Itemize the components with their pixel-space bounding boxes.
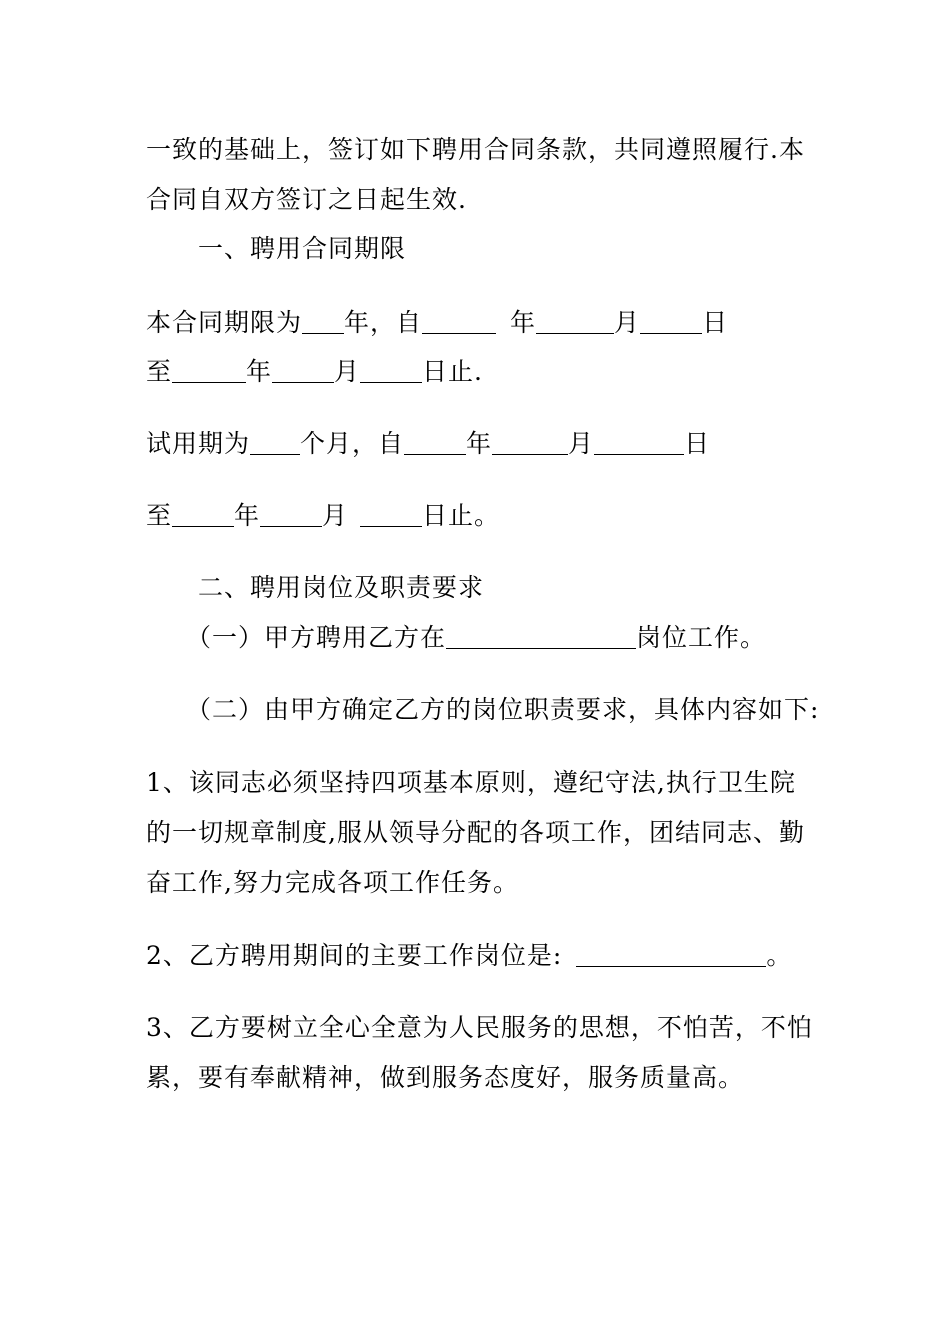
text-fragment: 本合同期限为 — [146, 308, 303, 337]
text-fragment: 日 — [684, 429, 711, 458]
text-fragment: 岗位工作。 — [636, 623, 767, 652]
probation-line — [146, 500, 500, 532]
item-line — [146, 940, 792, 972]
paragraph-line: 合同自双方签订之日起生效. — [146, 185, 467, 214]
text-fragment: 月 — [334, 357, 361, 386]
text-fragment: 至 — [146, 357, 173, 386]
text-fragment: 年，自 — [344, 308, 423, 337]
section-heading: 一、聘用合同期限 — [198, 234, 407, 263]
probation-line — [146, 428, 710, 460]
text-fragment: （一）甲方聘用乙方在 — [186, 623, 447, 652]
text-fragment: 月 — [322, 501, 349, 530]
text-fragment: 月 — [614, 308, 641, 337]
text-fragment: 至 — [146, 501, 173, 530]
text-fragment: 月 — [568, 429, 595, 458]
text-fragment: 。 — [766, 941, 793, 970]
fill-in-blank[interactable] — [260, 504, 322, 527]
section-heading: 二、聘用岗位及职责要求 — [198, 573, 485, 602]
text-fragment: 2、乙方聘用期间的主要工作岗位是: — [146, 941, 563, 970]
fill-in-blank[interactable] — [360, 360, 422, 383]
term-line — [146, 356, 483, 388]
fill-in-blank[interactable] — [576, 944, 766, 967]
text-fragment: 日止. — [422, 357, 483, 386]
fill-in-blank[interactable] — [360, 504, 422, 527]
paragraph-line: 3、乙方要树立全心全意为人民服务的思想，不怕苦，不怕 — [146, 1013, 813, 1042]
text-fragment: 年 — [234, 501, 261, 530]
fill-in-blank[interactable] — [492, 432, 568, 455]
fill-in-blank[interactable] — [640, 311, 702, 334]
text-fragment: 年 — [466, 429, 493, 458]
fill-in-blank[interactable] — [404, 432, 466, 455]
fill-in-blank[interactable] — [172, 360, 246, 383]
text-fragment: 年 — [510, 308, 537, 337]
fill-in-blank[interactable] — [250, 432, 300, 455]
fill-in-blank[interactable] — [302, 311, 344, 334]
text-fragment: 年 — [246, 357, 273, 386]
text-fragment: 日止。 — [422, 501, 501, 530]
paragraph-line: 奋工作,努力完成各项工作任务。 — [146, 868, 519, 897]
clause-line: （二）由甲方确定乙方的岗位职责要求，具体内容如下: — [186, 695, 820, 724]
fill-in-blank[interactable] — [446, 626, 636, 649]
fill-in-blank[interactable] — [536, 311, 614, 334]
paragraph-line: 1、该同志必须坚持四项基本原则，遵纪守法,执行卫生院 — [146, 768, 796, 797]
paragraph-line: 累，要有奉献精神，做到服务态度好，服务质量高。 — [146, 1063, 745, 1092]
fill-in-blank[interactable] — [422, 311, 496, 334]
fill-in-blank[interactable] — [172, 504, 234, 527]
term-line — [146, 307, 728, 339]
text-fragment: 试用期为 — [146, 429, 251, 458]
fill-in-blank[interactable] — [594, 432, 684, 455]
paragraph-line: 一致的基础上，签订如下聘用合同条款，共同遵照履行.本 — [146, 135, 805, 164]
text-fragment: 个月，自 — [300, 429, 405, 458]
clause-line — [186, 622, 766, 654]
paragraph-line: 的一切规章制度,服从领导分配的各项工作，团结同志、勤 — [146, 818, 805, 847]
fill-in-blank[interactable] — [272, 360, 334, 383]
text-fragment: 日 — [702, 308, 729, 337]
